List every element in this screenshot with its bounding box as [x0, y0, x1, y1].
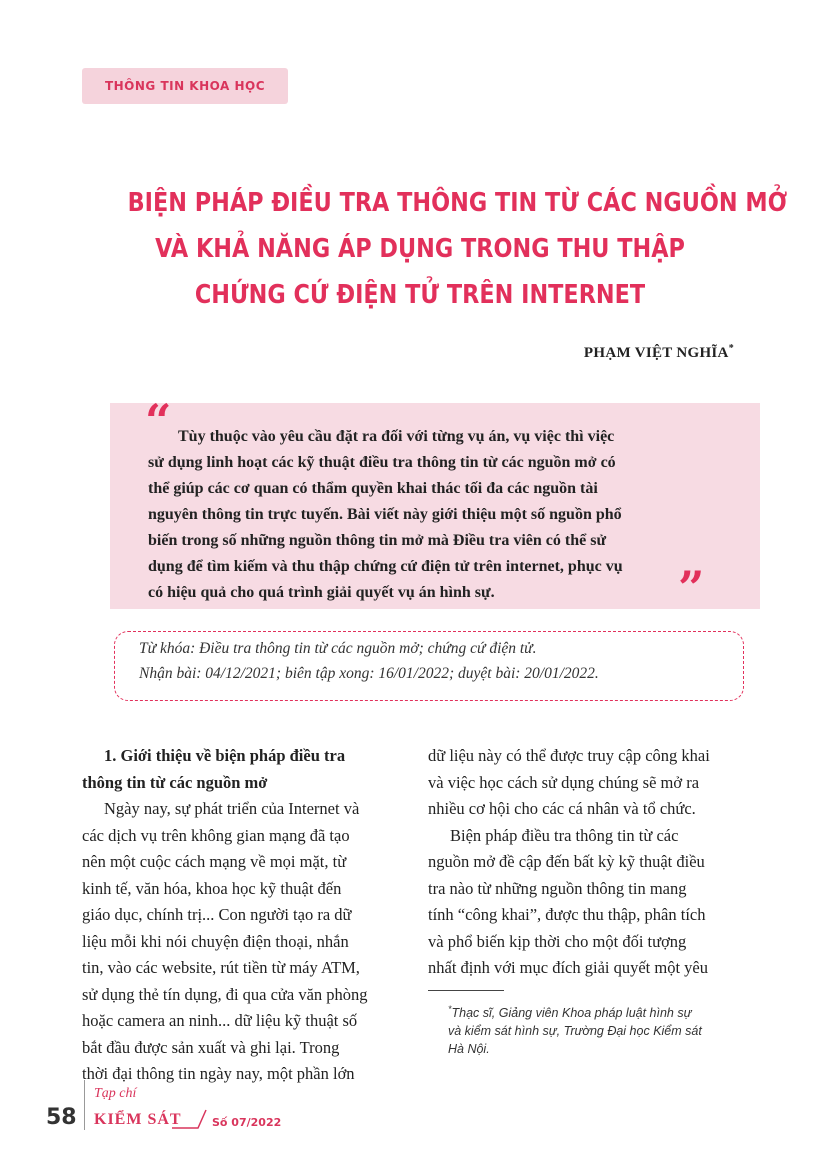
body-line: và phổ biến kịp thời cho một đối tượng — [428, 931, 687, 951]
section-heading: 1. Giới thiệu về biện pháp điều tra — [104, 746, 346, 765]
open-quote-icon: “ — [145, 394, 172, 448]
footer-divider — [84, 1080, 85, 1130]
close-quote-icon: ” — [678, 561, 705, 615]
author-name: PHẠM VIỆT NGHĨA — [583, 345, 729, 361]
abstract-line: Tùy thuộc vào yêu cầu đặt ra đối với từng vụ án, vụ việc thì việc — [178, 428, 615, 445]
body-line: và việc học cách sử dụng chúng sẽ mở ra — [428, 772, 700, 792]
keywords-box — [114, 631, 744, 701]
journal-prefix: Tạp chí — [94, 1086, 137, 1101]
abstract-line: dụng để tìm kiếm và thu thập chứng cứ điện tử trên internet, phục vụ — [148, 558, 623, 575]
footnote — [448, 1000, 764, 1058]
body-line: nhất định với mục đích giải quyết một yêu — [428, 958, 709, 977]
body-line: Biện pháp điều tra thông tin từ các — [450, 825, 679, 845]
article-title — [127, 180, 788, 318]
keywords-line: Từ khóa: Điều tra thông tin từ các nguồn mở; chứng cứ điện tử. — [139, 640, 537, 657]
body-line: kinh tế, văn hóa, khoa học kỹ thuật đến — [82, 878, 342, 898]
title-line-1: BIỆN PHÁP ĐIỀU TRA THÔNG TIN TỪ CÁC NGUỒN MỞ — [127, 188, 788, 218]
body-line: dữ liệu này có thể được truy cập công khai — [428, 746, 710, 765]
section-tag: THÔNG TIN KHOA HỌC — [82, 68, 288, 104]
abstract-line: biến trong số những nguồn thông tin mở mà Điều tra viên có thể sử — [148, 532, 607, 549]
body-line: Ngày nay, sự phát triển của Internet và — [104, 799, 360, 818]
abstract-text — [148, 424, 710, 606]
issue-number: Số 07/2022 — [212, 1116, 282, 1129]
body-column-left — [82, 743, 410, 1088]
title-line-3: CHỨNG CỨ ĐIỆN TỬ TRÊN INTERNET — [194, 280, 646, 310]
body-line: giáo dục, chính trị... Con người tạo ra dữ — [82, 905, 352, 924]
author — [584, 343, 734, 362]
footnote-line: Hà Nội. — [448, 1042, 490, 1057]
section-heading: thông tin từ các nguồn mở — [82, 772, 268, 792]
abstract-line: sử dụng linh hoạt các kỹ thuật điều tra thông tin từ các nguồn mở có — [148, 454, 616, 471]
abstract-line: thể giúp các cơ quan có thẩm quyền khai thác tối đa các nguồn tài — [148, 480, 598, 497]
abstract-line: nguyên thông tin trực tuyến. Bài viết này giới thiệu một số nguồn phổ — [148, 506, 622, 523]
body-line: nhiều cơ hội cho các cá nhân và tổ chức. — [428, 799, 696, 818]
body-column-right — [428, 743, 756, 982]
body-line: thời đại thông tin ngày nay, một phần lớn — [82, 1064, 355, 1083]
footnote-mark: * — [448, 1004, 452, 1014]
body-line: nên một cuộc cách mạng về mọi mặt, từ — [82, 852, 347, 871]
body-line: hoặc camera an ninh... dữ liệu kỹ thuật số — [82, 1011, 358, 1030]
footnote-line: Thạc sĩ, Giảng viên Khoa pháp luật hình sự — [451, 1006, 692, 1021]
body-line: tra nào từ những nguồn thông tin mang — [428, 878, 687, 898]
body-line: tính “công khai”, được thu thập, phân tích — [428, 905, 706, 924]
body-line: các dịch vụ trên không gian mạng đã tạo — [82, 825, 350, 845]
body-line: bắt đầu được sản xuất và ghi lại. Trong — [82, 1037, 340, 1057]
body-line: liệu mỗi khi nói chuyện điện thoại, nhắn — [82, 931, 349, 951]
journal-name: KIỂM SÁT — [94, 1111, 182, 1128]
page-number: 58 — [46, 1105, 77, 1130]
journal-slash-icon — [170, 1108, 210, 1130]
received-dates-line: Nhận bài: 04/12/2021; biên tập xong: 16/01/2022; duyệt bài: 20/01/2022. — [139, 665, 599, 682]
body-line: tin, vào các website, rút tiền từ máy ATM, — [82, 958, 360, 977]
footnote-divider — [428, 990, 504, 991]
body-line: nguồn mở đề cập đến bất kỳ kỹ thuật điều — [428, 852, 705, 871]
footnote-line: và kiểm sát hình sự, Trường Đại học Kiểm sát — [448, 1024, 702, 1039]
body-line: sử dụng thẻ tín dụng, đi qua cửa văn phòng — [82, 984, 368, 1004]
author-footnote-mark: * — [728, 343, 734, 354]
title-line-2: VÀ KHẢ NĂNG ÁP DỤNG TRONG THU THẬP — [155, 234, 685, 264]
abstract-line: có hiệu quả cho quá trình giải quyết vụ án hình sự. — [148, 584, 495, 601]
